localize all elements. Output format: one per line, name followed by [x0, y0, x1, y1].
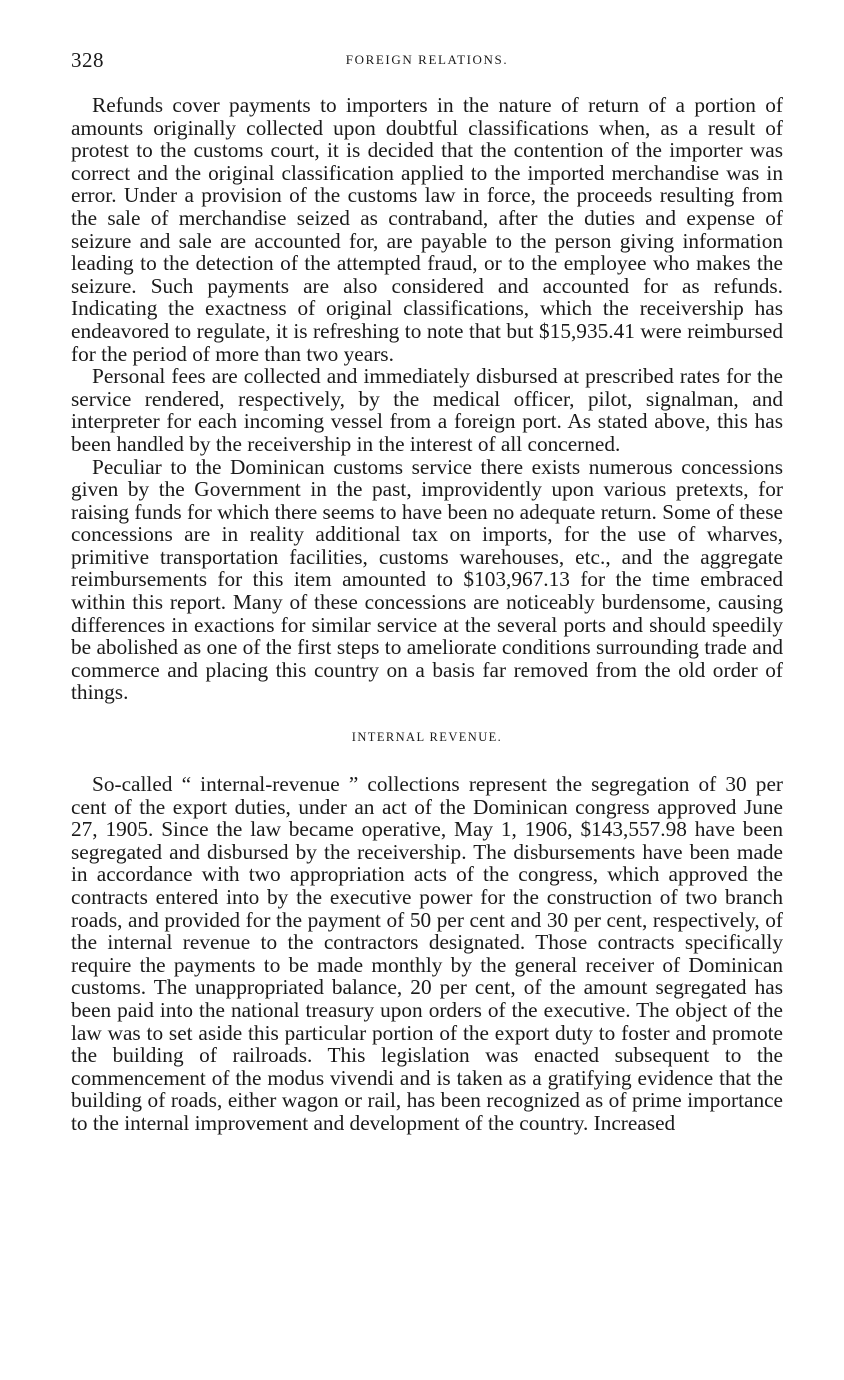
paragraph-personal-fees: Personal fees are collected and immediately disbursed at prescribed rates for the service rendered, respectively, by the medical officer, pilot, signalman, and interpreter for each incoming vessel from a foreign port. As stated above, this has been handled by the receivership in the interest of all concerned.	[71, 364, 783, 456]
page-number: 328	[71, 48, 104, 72]
paragraph-internal-revenue: So-called “ internal-revenue ” collections represent the segregation of 30 per cent of the export duties, under an act of the Dominican congress approved June 27, 1905. Since the law became operative, May 1, 1906, $143,557.98 have been segregated and disbursed by the receivership. The disbursements have been made in accordance with two appropriation acts of the congress, which approved the contracts entered into by the executive power for the construction of two branch roads, and provided for the payment of 50 per cent and 30 per cent, respectively, of the internal revenue to the contractors designated. Those contracts specifically require the payments to be made monthly by the general receiver of Dominican customs. The unappropriated balance, 20 per cent, of the amount segregated has been paid into the national treasury upon orders of the executive. The object of the law was to set aside this particular portion of the export duty to foster and promote the building of railroads. This legislation was enacted subsequent to the commencement of the modus vivendi and is taken as a gratifying evidence that the building of roads, either wagon or rail, has been recognized as of prime importance to the internal improvement and development of the country. Increased	[71, 772, 783, 1135]
paragraph-refunds: Refunds cover payments to importers in the nature of return of a portion of amounts originally collected upon doubtful classifications when, as a result of protest to the customs court, it is decided that the contention of the importer was correct and the original classification applied to the imported merchandise was in error. Under a provision of the customs law in force, the proceeds resulting from the sale of merchandise seized as contraband, after the duties and expense of seizure and sale are accounted for, are payable to the person giving information leading to the detection of the attempted fraud, or to the employee who makes the seizure. Such payments are also considered and accounted for as refunds. Indicating the exactness of original classifications, which the receivership has endeavored to regulate, it is refreshing to note that but $15,935.41 were reimbursed for the period of more than two years.	[71, 93, 783, 366]
running-head	[71, 48, 783, 72]
document-page	[71, 48, 783, 1135]
paragraph-concessions: Peculiar to the Dominican customs service there exists numerous concessions given by the Government in the past, improvidently upon various pretexts, for raising funds for which there seems to have been no adequate return. Some of these concessions are in reality additional tax on imports, for the use of wharves, primitive transportation facilities, customs warehouses, etc., and the aggregate reimbursements for this item amounted to $103,967.13 for the time embraced within this report. Many of these concessions are noticeably burdensome, causing differences in exactions for similar service at the several ports and should speedily be abolished as one of the first steps to ameliorate conditions surrounding trade and commerce and placing this country on a basis far removed from the old order of things.	[71, 454, 783, 705]
running-title: FOREIGN RELATIONS.	[345, 52, 509, 67]
section-heading-internal-revenue: INTERNAL REVENUE.	[351, 730, 503, 745]
